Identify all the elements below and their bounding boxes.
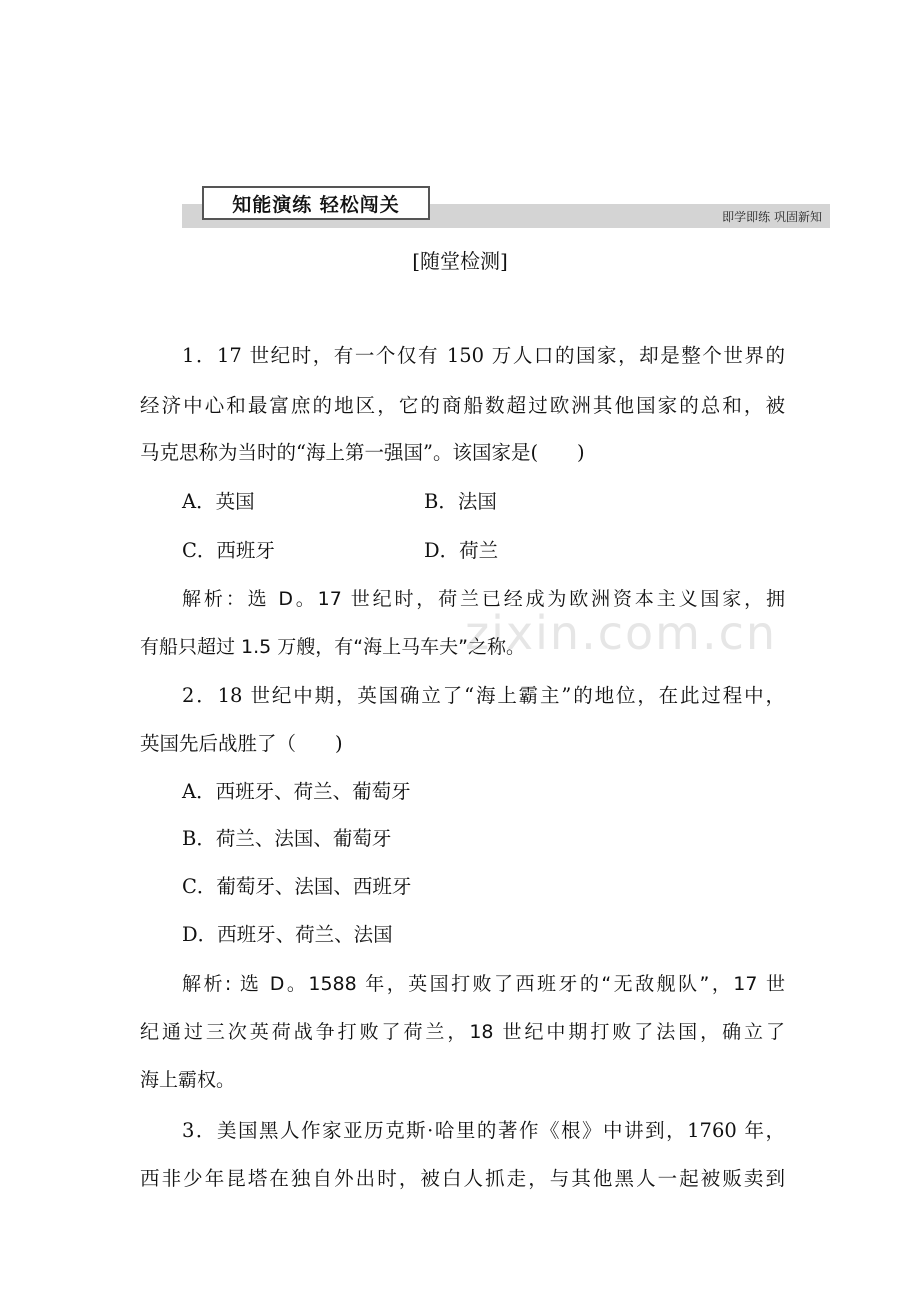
- watermark: zixin.com.cn: [465, 606, 778, 660]
- q1-option-a: A．英国: [182, 490, 255, 513]
- q1-analysis-1: 解析：选 D。17 世纪时，荷兰已经成为欧洲资本主义国家，拥: [182, 588, 785, 610]
- section-title: [随堂检测]: [412, 249, 508, 273]
- q2-option-b: B．荷兰、法国、葡萄牙: [182, 827, 392, 850]
- q1-line-1: 1．17 世纪时，有一个仅有 150 万人口的国家，却是整个世界的: [182, 344, 785, 367]
- q2-option-c: C．葡萄牙、法国、西班牙: [182, 875, 412, 898]
- q1-analysis-2: 有船只超过 1.5 万艘，有“海上马车夫”之称。: [140, 636, 525, 658]
- q2-line-1: 2．18 世纪中期，英国确立了“海上霸主”的地位，在此过程中，: [182, 684, 785, 707]
- q3-line-1: 3．美国黑人作家亚历克斯·哈里的著作《根》中讲到，1760 年，: [182, 1119, 785, 1142]
- q1-line-3: 马克思称为当时的“海上第一强国”。该国家是( ): [140, 441, 585, 464]
- q2-option-a: A．西班牙、荷兰、葡萄牙: [182, 780, 411, 803]
- q1-option-c: C．西班牙: [182, 539, 275, 562]
- q3-line-2: 西非少年昆塔在独自外出时，被白人抓走，与其他黑人一起被贩卖到: [140, 1167, 785, 1190]
- banner-title: 知能演练 轻松闯关: [202, 186, 430, 220]
- q2-analysis-1: 解析: 选 D。1588 年，英国打败了西班牙的“无敌舰队”，17 世: [182, 973, 785, 995]
- q2-analysis-3: 海上霸权。: [140, 1069, 236, 1091]
- q2-line-2: 英国先后战胜了（ ): [140, 732, 343, 755]
- banner-subtitle: 即学即练 巩固新知: [722, 210, 822, 224]
- q1-option-b: B．法国: [424, 490, 497, 513]
- q2-option-d: D．西班牙、荷兰、法国: [182, 923, 393, 946]
- q2-analysis-2: 纪通过三次英荷战争打败了荷兰，18 世纪中期打败了法国，确立了: [140, 1021, 785, 1043]
- q1-line-2: 经济中心和最富庶的地区，它的商船数超过欧洲其他国家的总和，被: [140, 394, 785, 417]
- q1-option-d: D．荷兰: [424, 539, 499, 562]
